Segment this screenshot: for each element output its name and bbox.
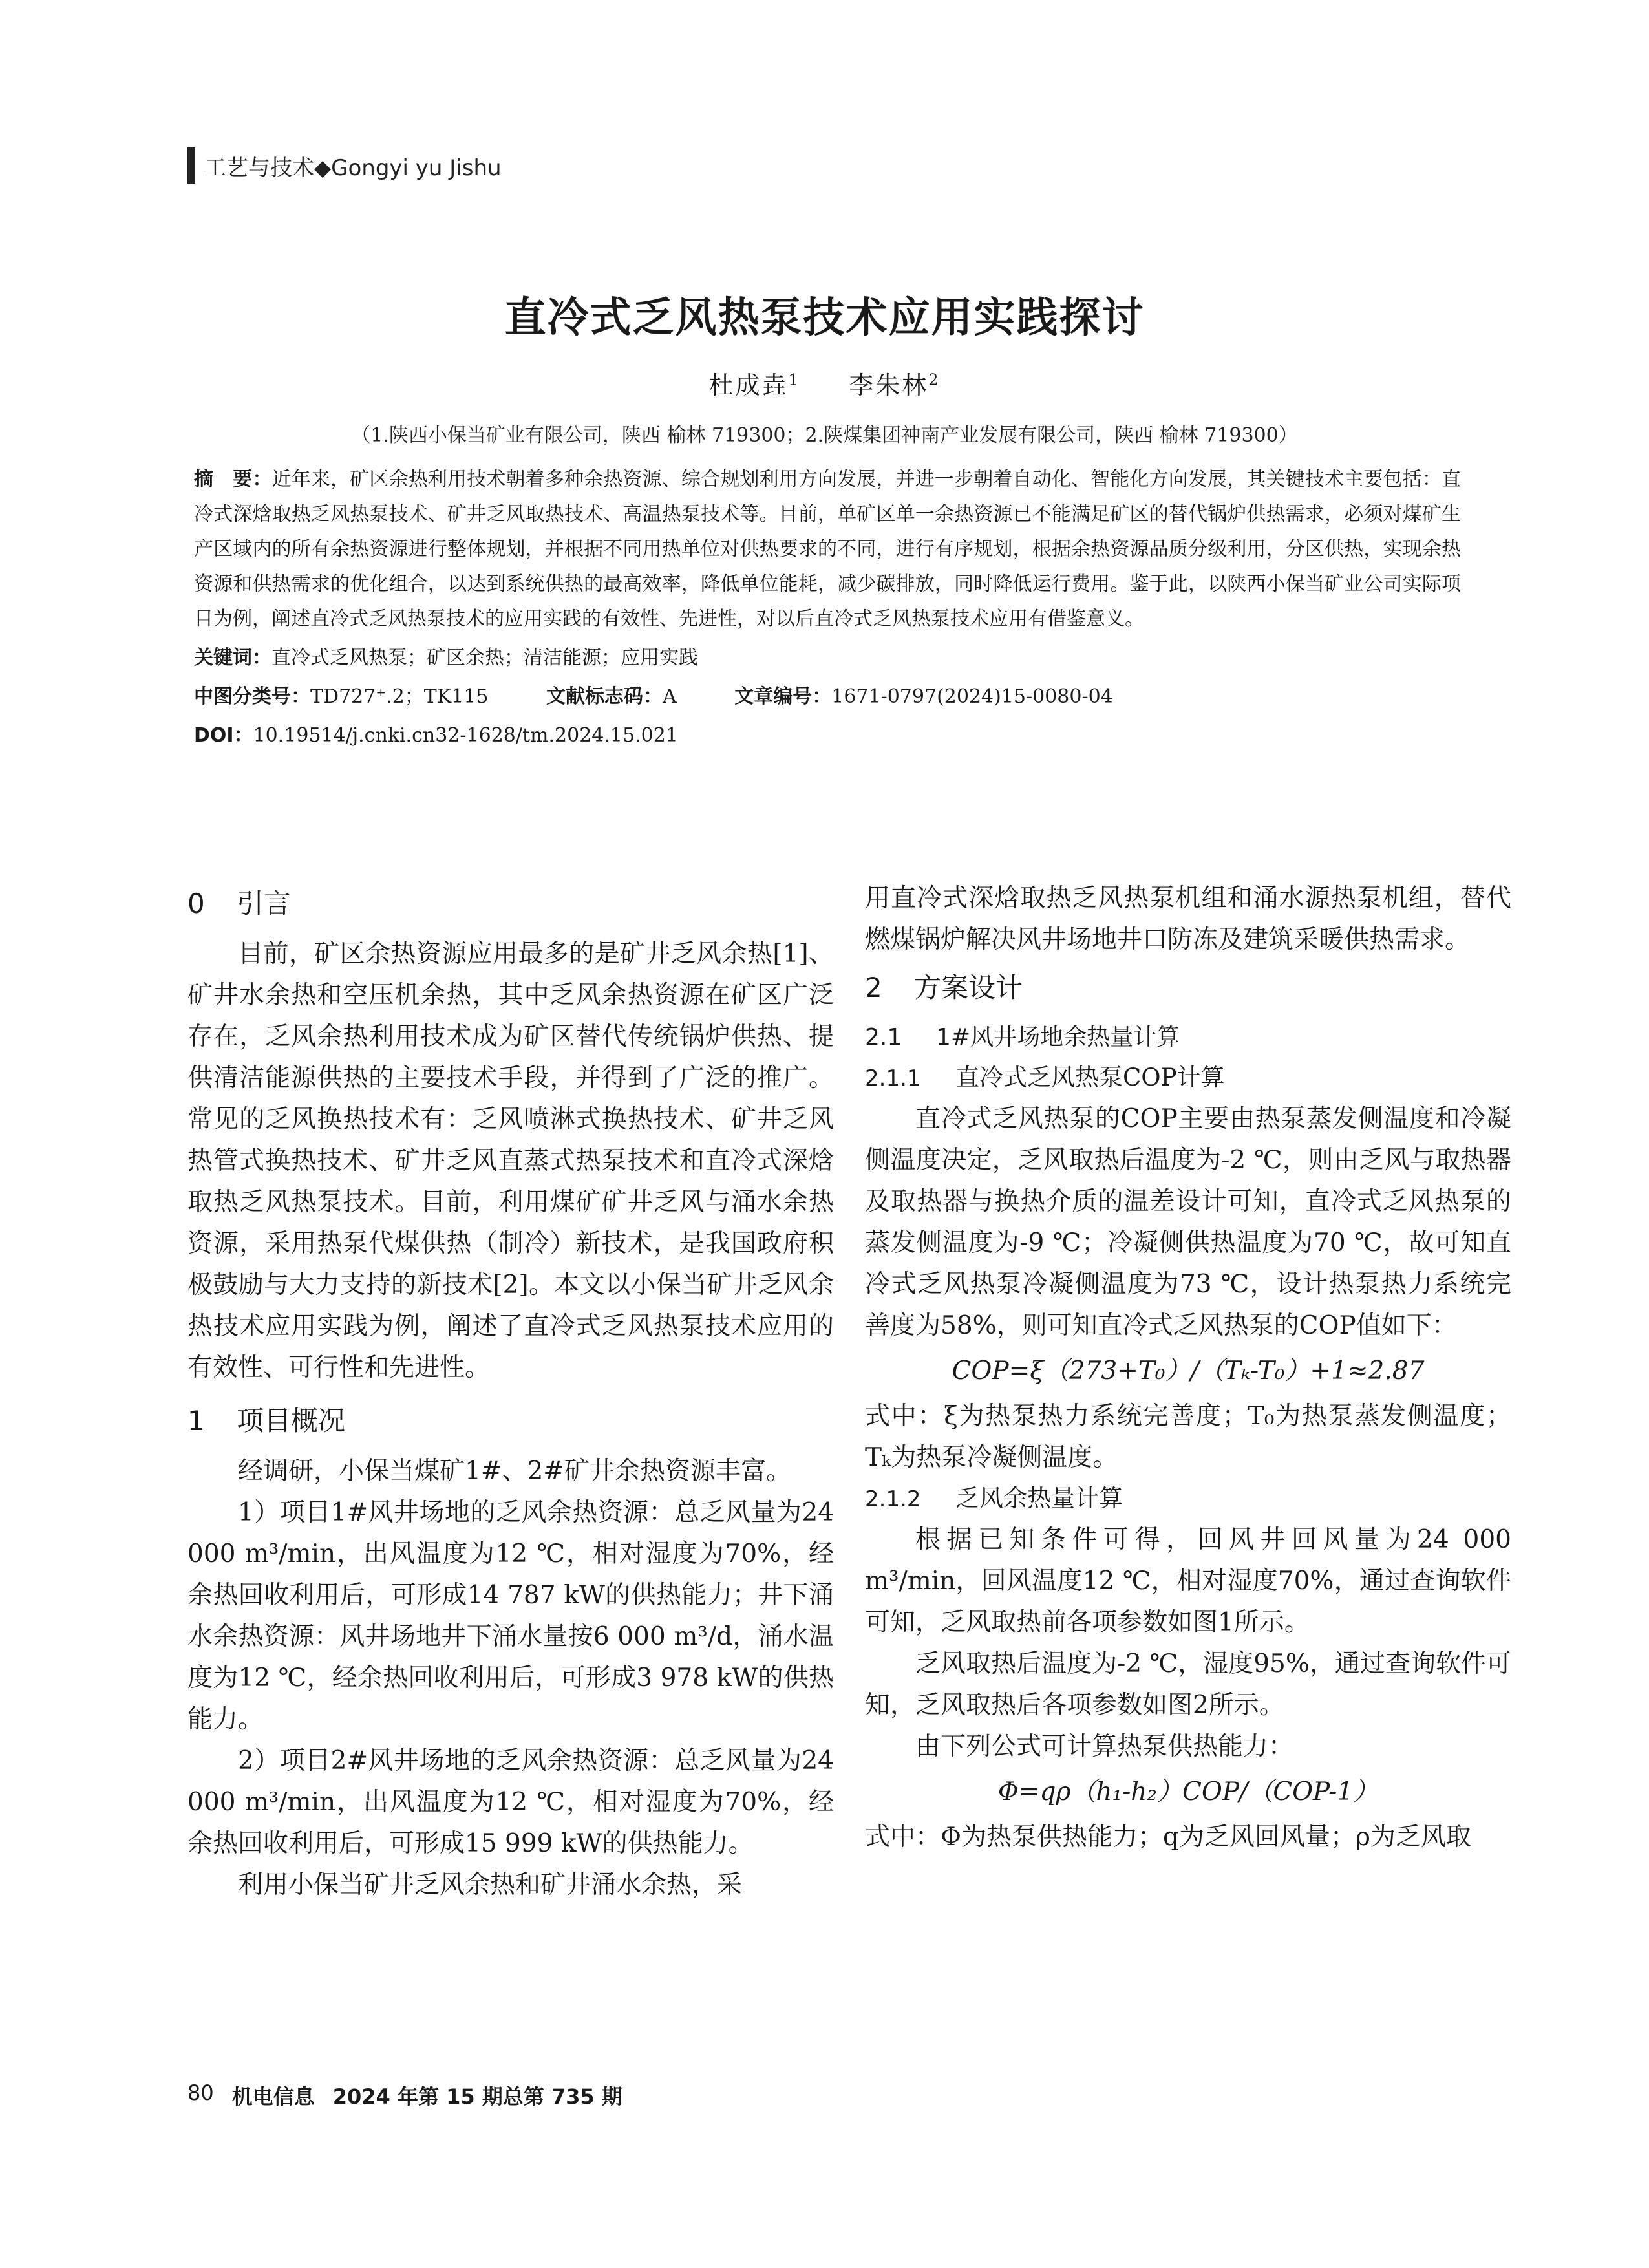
heat-paragraph-1: 根据已知条件可得，回风井回风量为24 000 m³/min，回风温度12 ℃，相对湿度70%，通过查询软件可知，乏风取热前各项参数如图1所示。 (865, 1525, 1511, 1637)
cop-formula: COP=ξ（273+T₀）/（Tₖ-T₀）+1≈2.87 (952, 1356, 1425, 1385)
heat-formula: Φ=qρ（h₁-h₂）COP/（COP-1） (997, 1777, 1379, 1806)
heat-paragraph-3: 由下列公式可计算热泵供热能力： (915, 1732, 1294, 1761)
abstract (194, 462, 1461, 637)
column-left (187, 878, 834, 1906)
journal-issue: 2024 年第 15 期总第 735 期 (332, 2084, 622, 2109)
section-2-1-1-heading: 2.1.1 直冷式乏风热泵COP计算 (865, 1064, 1225, 1091)
section-2-1-2-heading: 2.1.2 乏风余热量计算 (865, 1484, 1123, 1512)
section-2-heading: 2 方案设计 (865, 972, 1023, 1003)
abstract-block (194, 462, 1461, 753)
header-bar (187, 147, 195, 184)
doc-code-value: A (663, 685, 677, 708)
doi-value: 10.19514/j.cnki.cn32-1628/tm.2024.15.021 (253, 724, 678, 747)
heat-paragraph-2: 乏风取热后温度为-2 ℃，湿度95%，通过查询软件可知，乏风取热后各项参数如图2所示。 (865, 1649, 1511, 1720)
keywords-text: 直冷式乏风热泵；矿区余热；清洁能源；应用实践 (271, 647, 698, 669)
clc-value: TD727⁺.2；TK115 (310, 685, 489, 708)
overview-paragraph-2: 1）项目1#风井场地的乏风余热资源：总乏风量为24 000 m³/min，出风温度为12 ℃，相对湿度为70%，经余热回收利用后，可形成14 787 kW的供热能力；井下涌水余热资源：风井场地井下涌水量按6 000 m³/d，涌水温度为12 ℃，经余热回收利用后，可形成3 978 kW的供热能力。 (187, 1498, 834, 1734)
abstract-text: 近年来，矿区余热利用技术朝着多种余热资源、综合规划利用方向发展，并进一步朝着自动化、智能化方向发展，其关键技术主要包括：直冷式深焓取热乏风热泵技术、矿井乏风取热技术、高温热泵技术等。目前，单矿区单一余热资源已不能满足矿区的替代锅炉供热需求，必须对煤矿生产区域内的所有余热资源进行整体规划，并根据不同用热单位对供热要求的不同，进行有序规划，根据余热资源品质分级利用，分区供热，实现余热资源和供热需求的优化组合，以达到系统供热的最高效率，降低单位能耗，减少碳排放，同时降低运行费用。鉴于此，以陕西小保当矿业公司实际项目为例，阐述直冷式乏风热泵技术的应用实践的有效性、先进性，对以后直冷式乏风热泵技术应用有借鉴意义。 (194, 468, 1461, 630)
abstract-label: 摘 要： (194, 468, 272, 491)
running-header-text: 工艺与技术◆Gongyi yu Jishu (204, 155, 502, 181)
clc-label: 中图分类号： (194, 685, 310, 708)
overview-paragraph-4-cont: 用直冷式深焓取热乏风热泵机组和涌水源热泵机组，替代燃煤锅炉解决风井场地井口防冻及建筑采暖供热需求。 (865, 884, 1511, 954)
column-right (865, 878, 1511, 1858)
author-2: 李朱林 (849, 371, 929, 400)
doc-code-label: 文献标志码： (546, 685, 663, 708)
section-2-1-heading: 2.1 1#风井场地余热量计算 (865, 1024, 1180, 1051)
running-header (187, 147, 502, 184)
doi-label: DOI： (194, 724, 253, 747)
article-no-label: 文章编号： (734, 685, 832, 708)
classification (194, 679, 1461, 714)
overview-paragraph-4: 利用小保当矿井乏风余热和矿井涌水余热，采 (238, 1870, 743, 1899)
doi (194, 718, 1461, 753)
affiliation: （1.陕西小保当矿业有限公司，陕西 榆林 719300；2.陕煤集团神南产业发展有限公司，陕西 榆林 719300） (351, 424, 1298, 447)
page-footer (187, 2081, 622, 2110)
article-no-value: 1671-0797(2024)15-0080-04 (831, 685, 1113, 708)
author-2-affil: 2 (928, 370, 941, 389)
cop-formula-legend: 式中：ξ为热泵热力系统完善度；T₀为热泵蒸发侧温度；Tₖ为热泵冷凝侧温度。 (865, 1402, 1511, 1472)
keywords-label: 关键词： (194, 647, 271, 669)
heat-formula-legend: 式中：Φ为热泵供热能力；q为乏风回风量；ρ为乏风取 (865, 1823, 1471, 1852)
author-1-affil: 1 (788, 370, 800, 389)
section-1-heading: 1 项目概况 (187, 1405, 346, 1437)
overview-paragraph-3: 2）项目2#风井场地的乏风余热资源：总乏风量为24 000 m³/min，出风温度为12 ℃，相对湿度为70%，经余热回收利用后，可形成15 999 kW的供热能力。 (187, 1746, 834, 1858)
journal-name: 机电信息 (231, 2084, 315, 2109)
intro-paragraph: 目前，矿区余热资源应用最多的是矿井乏风余热[1]、矿井水余热和空压机余热，其中乏风余热资源在矿区广泛存在，乏风余热利用技术成为矿区替代传统锅炉供热、提供清洁能源供热的主要技术手段，并得到了广泛的推广。常见的乏风换热技术有：乏风喷淋式换热技术、矿井乏风热管式换热技术、矿井乏风直蒸式热泵技术和直冷式深焓取热乏风热泵技术。目前，利用煤矿矿井乏风与涌水余热资源，采用热泵代煤供热（制冷）新技术，是我国政府积极鼓励与大力支持的新技术[2]。本文以小保当矿井乏风余热技术应用实践为例，阐述了直冷式乏风热泵技术应用的有效性、可行性和先进性。 (187, 939, 834, 1382)
page-number: 80 (187, 2081, 214, 2105)
section-0-heading: 0 引言 (187, 888, 292, 919)
overview-paragraph-1: 经调研，小保当煤矿1#、2#矿井余热资源丰富。 (238, 1457, 791, 1486)
cop-paragraph: 直冷式乏风热泵的COP主要由热泵蒸发侧温度和冷凝侧温度决定，乏风取热后温度为-2 ℃，则由乏风与取热器及取热器与换热介质的温差设计可知，直冷式乏风热泵的蒸发侧温度为-9 ℃；冷凝侧供热温度为70 ℃，故可知直冷式乏风热泵冷凝侧温度为73 ℃，设计热泵热力系统完善度为58%，则可知直冷式乏风热泵的COP值如下： (865, 1104, 1511, 1340)
author-1: 杜成垚 (708, 371, 789, 400)
keywords (194, 641, 1461, 676)
authors (0, 365, 1649, 401)
paper-title: 直冷式乏风热泵技术应用实践探讨 (504, 294, 1145, 342)
